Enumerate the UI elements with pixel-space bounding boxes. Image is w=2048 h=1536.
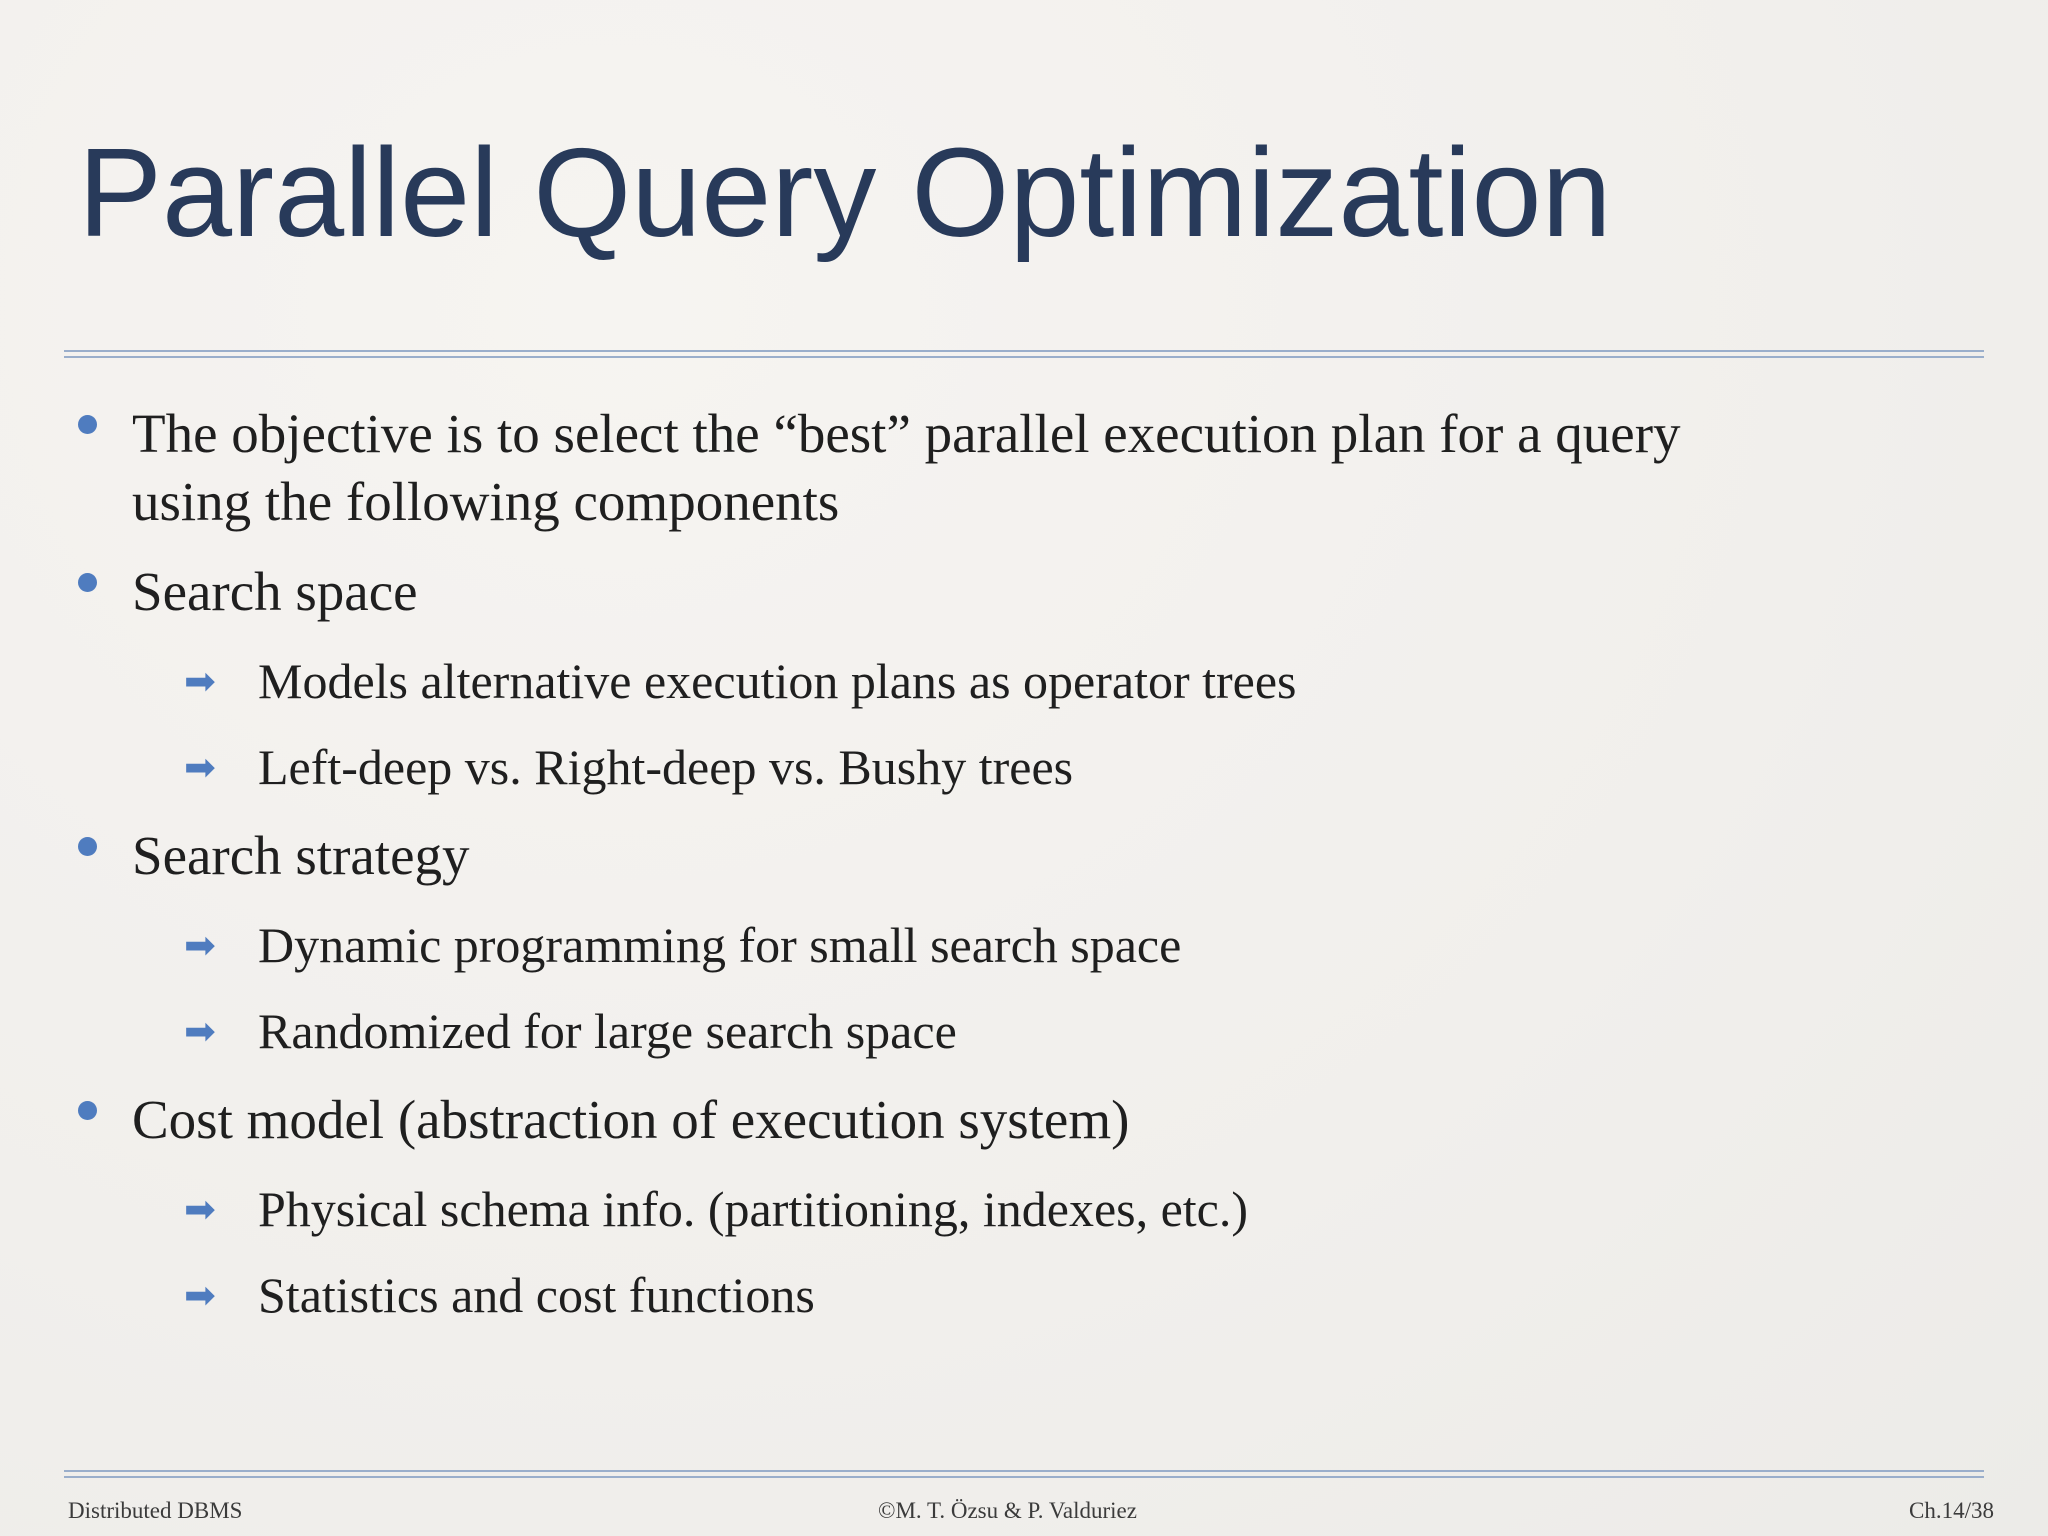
slide-title: Parallel Query Optimization <box>78 122 1612 263</box>
sub-bullet-text: Left-deep vs. Right-deep vs. Bushy trees <box>258 739 1074 795</box>
bullet-dot-icon <box>78 415 97 434</box>
footer-course-name: Distributed DBMS <box>68 1498 243 1523</box>
bullet-dot-icon <box>78 573 97 592</box>
bullet-text: Search space <box>132 561 418 622</box>
arrow-right-icon: ➡ <box>184 745 216 789</box>
bullet-dot-icon <box>78 1101 97 1120</box>
sub-bullet-text: Statistics and cost functions <box>258 1267 815 1323</box>
footer-divider-bottom <box>64 1476 1984 1478</box>
sub-bullet-text: Randomized for large search space <box>258 1003 957 1059</box>
footer-copyright: ©M. T. Özsu & P. Valduriez <box>878 1498 1137 1523</box>
sub-bullet-text: Dynamic programming for small search space <box>258 917 1182 973</box>
arrow-right-icon: ➡ <box>184 1187 216 1231</box>
footer-slide-number: Ch.14/38 <box>1909 1498 1994 1523</box>
sub-bullet-text: Models alternative execution plans as operator trees <box>258 653 1297 709</box>
title-divider-bottom <box>64 356 1984 358</box>
arrow-right-icon: ➡ <box>184 923 216 967</box>
sub-bullet-text: Physical schema info. (partitioning, indexes, etc.) <box>258 1181 1249 1237</box>
bullet-text: Search strategy <box>132 825 470 886</box>
bullet-text: The objective is to select the “best” parallel execution plan for a query <box>132 403 1681 464</box>
title-divider-top <box>64 350 1984 352</box>
arrow-right-icon: ➡ <box>184 659 216 703</box>
bullet-dot-icon <box>78 837 97 856</box>
arrow-right-icon: ➡ <box>184 1273 216 1317</box>
footer-divider-top <box>64 1470 1984 1472</box>
bullet-text: Cost model (abstraction of execution system) <box>132 1089 1130 1150</box>
arrow-right-icon: ➡ <box>184 1009 216 1053</box>
bullet-text-continued: using the following components <box>132 471 840 532</box>
